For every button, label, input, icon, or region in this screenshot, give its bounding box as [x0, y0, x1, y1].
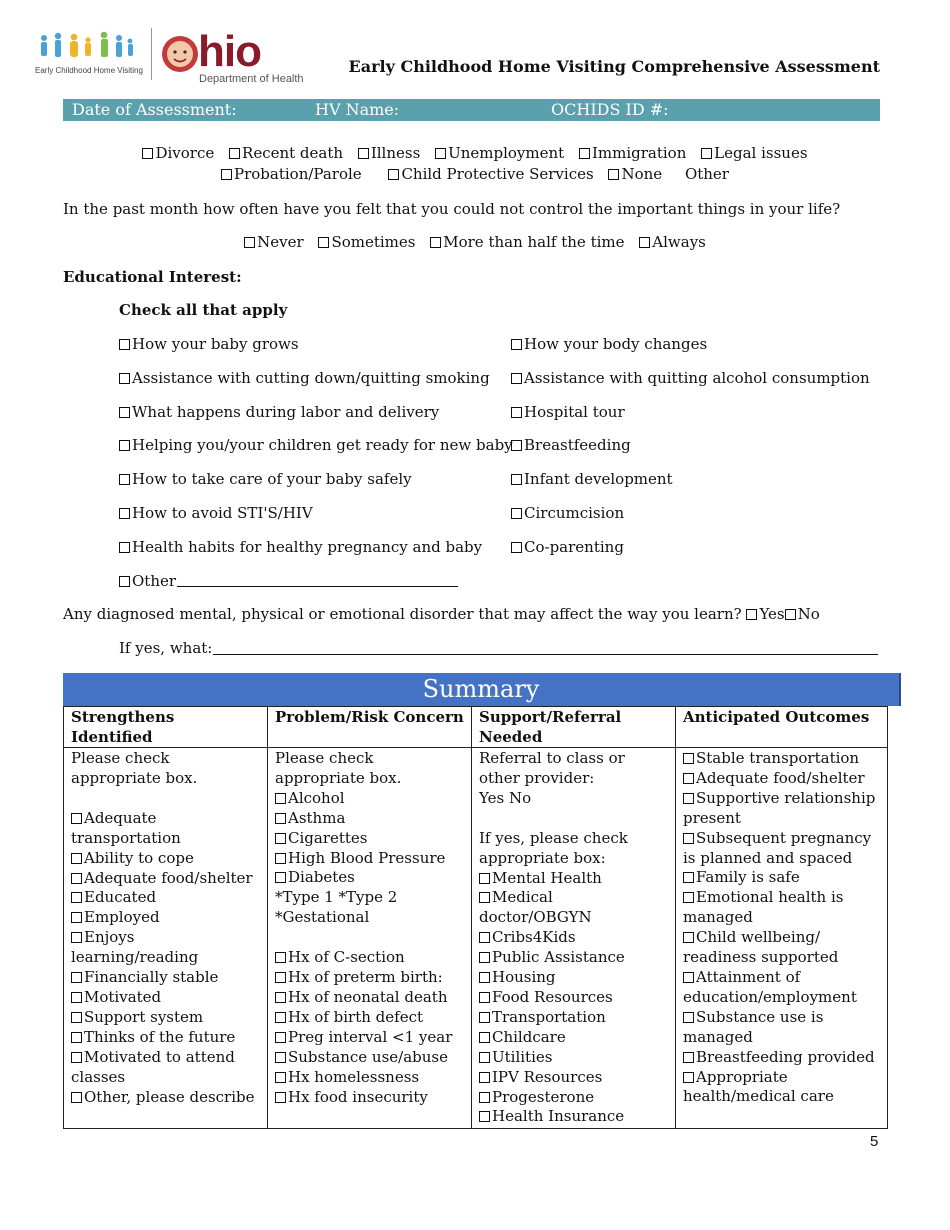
- problem-item[interactable]: High Blood Pressure: [275, 849, 464, 869]
- checkbox-icon: [701, 148, 712, 159]
- checkbox-icon: [683, 1072, 694, 1083]
- problem-item[interactable]: Hx of preterm birth:: [275, 968, 464, 988]
- check-all-subheading: Check all that apply: [119, 301, 288, 319]
- checkbox-icon: [479, 1052, 490, 1063]
- outcome-item[interactable]: Attainment of education/employment: [683, 967, 857, 1006]
- document-title: Early Childhood Home Visiting Comprehensive Assessment: [348, 57, 880, 76]
- hv-name-label: HV Name:: [315, 100, 400, 119]
- edu-option[interactable]: Breastfeeding: [511, 436, 631, 454]
- checkbox-icon: [119, 576, 130, 587]
- outcome-item[interactable]: Supportive relationship present: [683, 788, 876, 827]
- checkbox-icon: [479, 972, 490, 983]
- edu-option[interactable]: Circumcision: [511, 504, 624, 522]
- strength-item[interactable]: Educated: [71, 888, 260, 908]
- strength-item[interactable]: Thinks of the future: [71, 1028, 260, 1048]
- checkbox-icon: [229, 148, 240, 159]
- checkbox-icon: [275, 952, 286, 963]
- support-check-prompt: If yes, please check appropriate box:: [479, 828, 628, 867]
- control-question: In the past month how often have you felt that you could not control the important things in your life?: [63, 200, 841, 218]
- if-yes-label: If yes, what:: [119, 639, 213, 657]
- checkbox-icon: [639, 237, 650, 248]
- outcome-item[interactable]: Appropriate health/medical care: [683, 1067, 834, 1106]
- support-item[interactable]: Childcare: [479, 1028, 668, 1048]
- checkbox-icon: [275, 1012, 286, 1023]
- support-item[interactable]: Cribs4Kids: [479, 928, 668, 948]
- strength-item[interactable]: Motivated to attend classes: [71, 1047, 235, 1086]
- checkbox-icon: [71, 992, 82, 1003]
- outcomes-column: [676, 748, 888, 1129]
- checkbox-icon: [479, 1111, 490, 1122]
- problem-item[interactable]: Hx of C-section: [275, 948, 464, 968]
- department-of-health-caption: Department of Health: [199, 73, 304, 85]
- disorder-yes[interactable]: Yes: [746, 605, 784, 623]
- edu-option[interactable]: Infant development: [511, 470, 673, 488]
- checkbox-icon: [71, 1012, 82, 1023]
- checkbox-icon: [275, 1052, 286, 1063]
- checkbox-icon: [683, 773, 694, 784]
- checkbox-icon: [221, 169, 232, 180]
- stressor-options-row-2: [0, 165, 950, 183]
- strengths-intro: Please check appropriate box.: [71, 749, 198, 787]
- logo-divider: [151, 28, 152, 80]
- edu-option[interactable]: Health habits for healthy pregnancy and baby: [119, 538, 482, 556]
- checkbox-icon: [358, 148, 369, 159]
- checkbox-icon: [275, 813, 286, 824]
- support-item[interactable]: Utilities: [479, 1048, 668, 1068]
- edu-option[interactable]: Assistance with quitting alcohol consumption: [511, 369, 870, 387]
- edu-option[interactable]: Helping you/your children get ready for new baby: [119, 436, 513, 454]
- support-item[interactable]: IPV Resources: [479, 1068, 668, 1088]
- problem-item[interactable]: Asthma: [275, 809, 464, 829]
- support-item[interactable]: Public Assistance: [479, 948, 668, 968]
- problems-column: [268, 748, 472, 1129]
- strengths-column: [64, 748, 268, 1129]
- edu-option[interactable]: How to take care of your baby safely: [119, 470, 412, 488]
- summary-header-support: Support/Referral Needed: [472, 707, 676, 748]
- edu-option[interactable]: What happens during labor and delivery: [119, 403, 439, 421]
- spacer: [479, 809, 668, 829]
- summary-title: Summary: [63, 673, 901, 706]
- checkbox-icon: [275, 972, 286, 983]
- checkbox-icon: [275, 1092, 286, 1103]
- checkbox-icon: [683, 1012, 694, 1023]
- outcome-item[interactable]: Subsequent pregnancy is planned and spaced: [683, 828, 872, 867]
- strength-item[interactable]: Employed: [71, 908, 260, 928]
- stressor-option[interactable]: None: [608, 165, 662, 183]
- support-column: [472, 748, 676, 1129]
- checkbox-icon: [479, 992, 490, 1003]
- checkbox-icon: [479, 932, 490, 943]
- edu-option[interactable]: Hospital tour: [511, 403, 625, 421]
- problem-item[interactable]: Hx food insecurity: [275, 1088, 464, 1108]
- checkbox-icon: [275, 1072, 286, 1083]
- problem-item[interactable]: Diabetes: [275, 868, 464, 888]
- checkbox-icon: [71, 932, 82, 943]
- support-item[interactable]: Transportation: [479, 1008, 668, 1028]
- support-intro: Referral to class or other provider:: [479, 749, 625, 787]
- checkbox-icon: [511, 339, 522, 350]
- checkbox-icon: [119, 542, 130, 553]
- checkbox-icon: [275, 872, 286, 883]
- checkbox-icon: [71, 892, 82, 903]
- problem-item[interactable]: Hx of birth defect: [275, 1008, 464, 1028]
- control-option-never[interactable]: Never: [244, 233, 304, 251]
- summary-header-outcomes: Anticipated Outcomes: [676, 707, 888, 748]
- checkbox-icon: [119, 339, 130, 350]
- checkbox-icon: [119, 373, 130, 384]
- checkbox-icon: [746, 609, 757, 620]
- checkbox-icon: [511, 407, 522, 418]
- ohio-seal-logo: [160, 34, 200, 74]
- support-item[interactable]: Housing: [479, 968, 668, 988]
- edu-option[interactable]: Assistance with cutting down/quitting smoking: [119, 369, 490, 387]
- disorder-no[interactable]: No: [785, 605, 820, 623]
- checkbox-icon: [119, 508, 130, 519]
- checkbox-icon: [275, 853, 286, 864]
- checkbox-icon: [479, 892, 490, 903]
- control-option-sometimes[interactable]: Sometimes: [318, 233, 415, 251]
- outcome-item[interactable]: Adequate food/shelter: [683, 769, 880, 789]
- outcome-item[interactable]: Family is safe: [683, 868, 880, 888]
- stressor-option[interactable]: Unemployment: [435, 144, 564, 162]
- problem-item[interactable]: Preg interval <1 year: [275, 1028, 464, 1048]
- checkbox-icon: [511, 542, 522, 553]
- checkbox-icon: [71, 1032, 82, 1043]
- checkbox-icon: [608, 169, 619, 180]
- strength-item[interactable]: Support system: [71, 1008, 260, 1028]
- problem-item[interactable]: Hx homelessness: [275, 1068, 464, 1088]
- support-item[interactable]: Health Insurance: [479, 1107, 668, 1127]
- checkbox-icon: [683, 793, 694, 804]
- checkbox-icon: [511, 508, 522, 519]
- checkbox-icon: [683, 753, 694, 764]
- support-item[interactable]: Progesterone: [479, 1088, 668, 1108]
- strength-item[interactable]: Adequate food/shelter: [71, 869, 260, 889]
- checkbox-icon: [388, 169, 399, 180]
- stressor-option[interactable]: Illness: [358, 144, 420, 162]
- checkbox-icon: [71, 912, 82, 923]
- checkbox-icon: [275, 1032, 286, 1043]
- summary-header-problems: Problem/Risk Concern: [268, 707, 472, 748]
- checkbox-icon: [142, 148, 153, 159]
- support-item[interactable]: Mental Health: [479, 869, 668, 889]
- problem-item[interactable]: Alcohol: [275, 789, 464, 809]
- ohio-wordmark: hio: [198, 27, 261, 76]
- checkbox-icon: [275, 992, 286, 1003]
- checkbox-icon: [71, 1092, 82, 1103]
- checkbox-icon: [119, 440, 130, 451]
- checkbox-icon: [785, 609, 796, 620]
- outcome-item[interactable]: Stable transportation: [683, 749, 880, 769]
- checkbox-icon: [683, 1052, 694, 1063]
- date-of-assessment-label: Date of Assessment:: [72, 100, 237, 119]
- page-number: 5: [870, 1133, 879, 1150]
- support-item[interactable]: Medical doctor/OBGYN: [479, 888, 592, 927]
- checkbox-icon: [683, 872, 694, 883]
- strength-item[interactable]: Ability to cope: [71, 849, 260, 869]
- if-yes-blank[interactable]: [213, 654, 878, 655]
- spacer: [71, 789, 260, 809]
- stressor-option[interactable]: Recent death: [229, 144, 343, 162]
- checkbox-icon: [430, 237, 441, 248]
- disorder-question-row: [63, 605, 820, 623]
- checkbox-icon: [683, 972, 694, 983]
- checkbox-icon: [683, 833, 694, 844]
- support-yes-no[interactable]: Yes No: [479, 788, 532, 807]
- control-options: [0, 233, 950, 251]
- problem-item[interactable]: Hx of neonatal death: [275, 988, 464, 1008]
- checkbox-icon: [275, 793, 286, 804]
- outcome-item[interactable]: Child wellbeing/ readiness supported: [683, 928, 839, 967]
- checkbox-icon: [244, 237, 255, 248]
- checkbox-icon: [71, 853, 82, 864]
- edu-option[interactable]: How your baby grows: [119, 335, 299, 353]
- control-option-more-than-half[interactable]: More than half the time: [430, 233, 624, 251]
- edu-option[interactable]: Co-parenting: [511, 538, 624, 556]
- problem-item[interactable]: Substance use/abuse: [275, 1048, 464, 1068]
- stressor-other-label: Other: [684, 165, 729, 183]
- checkbox-icon: [119, 407, 130, 418]
- spacer: [275, 928, 464, 948]
- strength-item[interactable]: Enjoys learning/reading: [71, 928, 199, 967]
- outcome-item[interactable]: Breastfeeding provided: [683, 1048, 880, 1068]
- outcome-item[interactable]: Substance use is managed: [683, 1007, 824, 1046]
- outcome-item[interactable]: Emotional health is managed: [683, 888, 844, 927]
- problem-item[interactable]: Cigarettes: [275, 829, 464, 849]
- stressor-option[interactable]: Probation/Parole: [221, 165, 362, 183]
- checkbox-icon: [71, 972, 82, 983]
- checkbox-icon: [683, 932, 694, 943]
- checkbox-icon: [479, 1072, 490, 1083]
- ochids-id-label: OCHIDS ID #:: [551, 100, 669, 119]
- stressor-option[interactable]: Immigration: [579, 144, 686, 162]
- summary-header-strengths: Strengthens Identified: [64, 707, 268, 748]
- logo-caption: Early Childhood Home Visiting: [35, 66, 143, 75]
- diabetes-types: *Type 1 *Type 2: [275, 888, 398, 907]
- edu-other-blank[interactable]: [177, 586, 458, 587]
- stressor-option[interactable]: Legal issues: [701, 144, 807, 162]
- checkbox-icon: [275, 833, 286, 844]
- support-item[interactable]: Food Resources: [479, 988, 668, 1008]
- checkbox-icon: [479, 873, 490, 884]
- checkbox-icon: [479, 1092, 490, 1103]
- diabetes-gestational: *Gestational: [275, 908, 370, 927]
- checkbox-icon: [511, 440, 522, 451]
- strength-item[interactable]: Motivated: [71, 988, 260, 1008]
- checkbox-icon: [71, 1052, 82, 1063]
- checkbox-icon: [479, 1012, 490, 1023]
- assessment-info-bar: [63, 99, 880, 121]
- checkbox-icon: [579, 148, 590, 159]
- edu-option[interactable]: How to avoid STI'S/HIV: [119, 504, 313, 522]
- checkbox-icon: [71, 813, 82, 824]
- stressor-options-row-1: [0, 144, 950, 162]
- problems-intro: Please check appropriate box.: [275, 749, 402, 787]
- strength-item[interactable]: Other, please describe: [71, 1088, 260, 1108]
- edu-option-other[interactable]: Other: [119, 572, 176, 590]
- edu-option[interactable]: How your body changes: [511, 335, 707, 353]
- checkbox-icon: [318, 237, 329, 248]
- checkbox-icon: [479, 1032, 490, 1043]
- checkbox-icon: [511, 373, 522, 384]
- checkbox-icon: [511, 474, 522, 485]
- checkbox-icon: [71, 873, 82, 884]
- disorder-question: Any diagnosed mental, physical or emotional disorder that may affect the way you learn?: [63, 605, 742, 623]
- stressor-option[interactable]: Child Protective Services: [388, 165, 593, 183]
- checkbox-icon: [119, 474, 130, 485]
- educational-interest-heading: Educational Interest:: [63, 268, 242, 286]
- checkbox-icon: [479, 952, 490, 963]
- checkbox-icon: [683, 892, 694, 903]
- strength-item[interactable]: Financially stable: [71, 968, 260, 988]
- control-option-always[interactable]: Always: [639, 233, 706, 251]
- checkbox-icon: [435, 148, 446, 159]
- strength-item[interactable]: Adequate transportation: [71, 808, 181, 847]
- stressor-option[interactable]: Divorce: [142, 144, 214, 162]
- summary-table: [63, 706, 888, 1129]
